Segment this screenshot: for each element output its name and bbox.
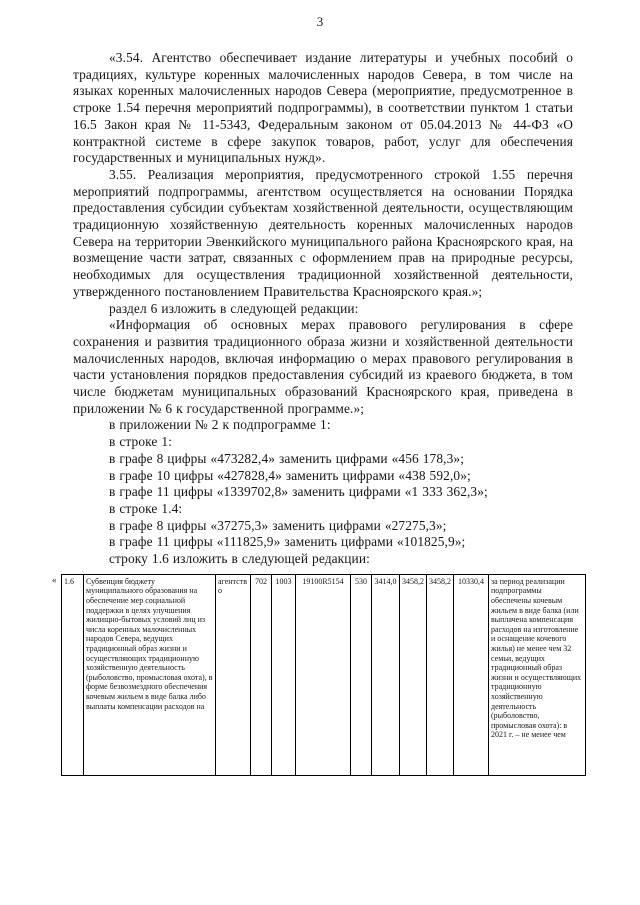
- amendment-table: [52, 574, 585, 776]
- cell-amount-2022: 3458,2: [400, 574, 427, 775]
- paragraph-row1-4: в строке 1.4:: [109, 500, 183, 516]
- paragraph-row1-6-intro: строку 1.6 изложить в следующей редакции:: [109, 551, 370, 567]
- cell-rzpr-code: 1003: [272, 574, 296, 775]
- paragraph-annex2: в приложении № 2 к подпрограмме 1:: [109, 417, 331, 433]
- paragraph-info: «Информация об основных мерах правового регулирования в сфере сохранения и развития традиционного образа жизни и хозяйственной деятельности малочисленных народов, включая информацию о мерах правового регулирования в части установления порядков предоставления субсидий из краевого бюджета, в том числе бюджетам муниципальных образований Красноярского края, приведена в приложении № 6 к государственной программе.»;: [73, 317, 573, 416]
- document-body: [52, 50, 582, 776]
- cell-vr-code: 530: [351, 574, 372, 775]
- cell-expected-result: за период реализации подпрограммы обеспечены кочевым жильем в виде балка (или выплачена компенсация расходов на изготовление и оснащение кочевого жилья) не менее чем 32 семьи, ведущих традиционный образ жизни и осуществляющих традиционную хозяйственную деятельность (рыболовство, промысловая охота): в 2021 г. – не менее чем: [489, 574, 586, 775]
- cell-grbs-code: 702: [251, 574, 272, 775]
- cell-executor: агентство: [216, 574, 251, 775]
- paragraph-row1: в строке 1:: [109, 434, 172, 450]
- cell-description: Субвенция бюджету муниципального образования на обеспечение мер социальной поддержки в целях улучшения жилищно-бытовых условий лиц из числа коренных малочисленных народов Севера, ведущих традиционный образ жизни и осуществляющих традиционную хозяйственную деятельность (рыболовство, промысловая охота), в форме безвозмездного обеспечения кочевым жильем в виде балка либо выплаты компенсации расходов на: [84, 574, 216, 775]
- paragraph-col8-row1: в графе 8 цифры «473282,4» заменить цифрами «456 178,3»;: [109, 450, 465, 466]
- paragraph-col11-row1: в графе 11 цифры «1339702,8» заменить цифрами «1 333 362,3»;: [109, 484, 488, 500]
- page-number: 3: [316, 14, 324, 29]
- cell-csr-code: 19100R5154: [296, 574, 351, 775]
- paragraph-col11-row1-4: в графе 11 цифры «111825,9» заменить цифрами «101825,9»;: [109, 534, 466, 550]
- table-open-quote: «: [52, 574, 57, 585]
- cell-amount-total: 10330,4: [454, 574, 489, 775]
- paragraph-3-54: «3.54. Агентство обеспечивает издание литературы и учебных пособий о традициях, культуре коренных малочисленных народов Севера, в том числе на языках коренных малочисленных народов Севера (мероприятие, предусмотренное в строке 1.54 перечня мероприятий подпрограммы), в соответствии пунктом 1 статьи 16.5 Закон края № 11-5343, Федеральным законом от 05.04.2013 № 44-ФЗ «О контрактной системе в сфере закупок товаров, работ, услуг для обеспечения государственных и муниципальных нужд».: [73, 50, 573, 166]
- cell-row-number: 1.6: [62, 574, 84, 775]
- paragraph-3-55: 3.55. Реализация мероприятия, предусмотренного строкой 1.55 перечня мероприятий подпрограммы, агентством осуществляется на основании Порядка предоставления субсидии субъектам хозяйственной деятельности, осуществляющим традиционную хозяйственную деятельность коренных малочисленных народов Севера на территории Эвенкийского муниципального района Красноярского края, на возмещение части затрат, связанных с оформлением прав на природные ресурсы, необходимых для осуществления традиционной хозяйственной деятельности, утвержденного постановлением Правительства Красноярского края.»;: [73, 166, 573, 299]
- cell-amount-2023: 3458,2: [427, 574, 454, 775]
- paragraph-col10-row1: в графе 10 цифры «427828,4» заменить цифрами «438 592,0»;: [109, 467, 471, 483]
- paragraph-section6: раздел 6 изложить в следующей редакции:: [109, 300, 359, 316]
- row-1-6-table: [61, 574, 586, 776]
- table-row: [62, 574, 586, 775]
- cell-amount-2021: 3414,0: [372, 574, 400, 775]
- paragraph-col8-row1-4: в графе 8 цифры «37275,3» заменить цифрами «27275,3»;: [109, 517, 447, 533]
